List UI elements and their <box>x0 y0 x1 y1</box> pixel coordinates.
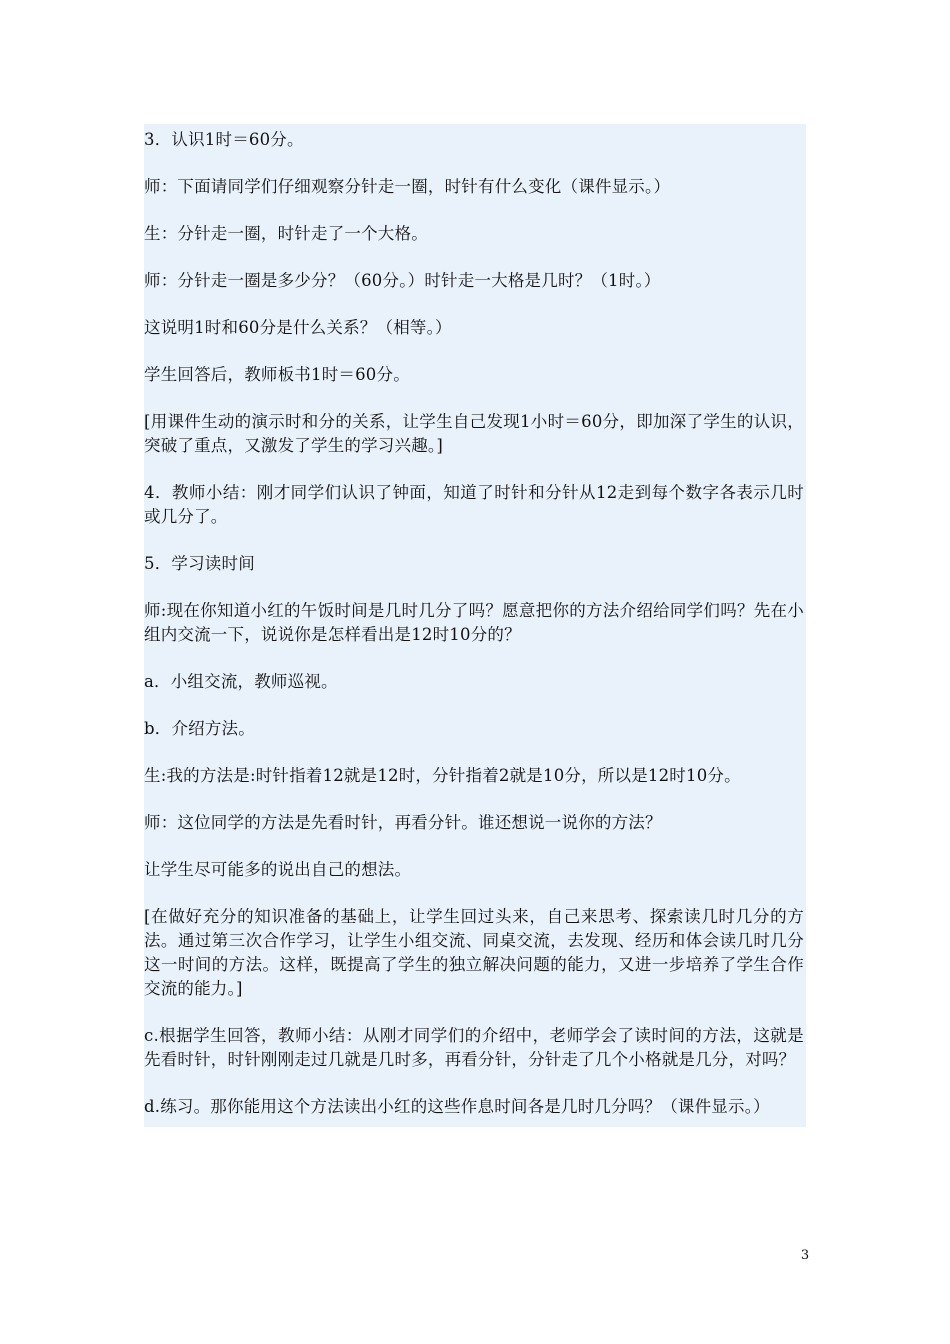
document-body <box>144 124 806 1127</box>
paragraph-step-c: c.根据学生回答，教师小结：从刚才同学们的介绍中，老师学会了读时间的方法，这就是先看时针，时针刚刚走过几就是几时多，再看分针，分针走了几个小格就是几分，对吗？ <box>144 1026 804 1069</box>
paragraph-step-d: d.练习。那你能用这个方法读出小红的这些作息时间各是几时几分吗？（课件显示。） <box>144 1097 770 1116</box>
paragraph-gap <box>144 580 806 595</box>
paragraph-gap <box>144 1076 806 1091</box>
page-number: 3 <box>800 1248 810 1263</box>
paragraph-gap <box>144 1005 806 1020</box>
paragraph-gap <box>144 344 806 359</box>
paragraph-gap <box>144 533 806 548</box>
paragraph-gap <box>144 391 806 406</box>
paragraph-teacher-method-followup: 师：这位同学的方法是先看时针，再看分针。谁还想说一说你的方法？ <box>144 813 662 832</box>
paragraph-gap <box>144 250 806 265</box>
paragraph-step-b: b．介绍方法。 <box>144 719 255 738</box>
paragraph-students-share: 让学生尽可能多的说出自己的想法。 <box>144 860 412 879</box>
paragraph-commentary-1: [用课件生动的演示时和分的关系，让学生自己发现1小时＝60分，即加深了学生的认识，突破了重点，又激发了学生的学习兴趣。] <box>144 412 804 455</box>
paragraph-gap <box>144 297 806 312</box>
paragraph-commentary-2: [在做好充分的知识准备的基础上，让学生回过头来，自己来思考、探索读几时几分的方法。通过第三次合作学习，让学生小组交流、同桌交流，去发现、经历和体会读几时几分这一时间的方法。这样，既提高了学生的独立解决问题的能力，又进一步培养了学生合作交流的能力。] <box>144 907 804 998</box>
paragraph-teacher-question: 师：分针走一圈是多少分？（60分。）时针走一大格是几时？（1时。） <box>144 271 661 290</box>
paragraph-board-writing: 学生回答后，教师板书1时＝60分。 <box>144 365 410 384</box>
paragraph-gap <box>144 792 806 807</box>
paragraph-gap <box>144 745 806 760</box>
paragraph-gap <box>144 698 806 713</box>
paragraph-teacher-lunch-time: 师:现在你知道小红的午饭时间是几时几分了吗？愿意把你的方法介绍给同学们吗？先在小组内交流一下，说说你是怎样看出是12时10分的？ <box>144 601 804 644</box>
paragraph-section-5-heading: 5．学习读时间 <box>144 554 255 573</box>
paragraph-gap <box>144 651 806 666</box>
paragraph-gap <box>144 839 806 854</box>
paragraph-step-a: a．小组交流，教师巡视。 <box>144 672 338 691</box>
paragraph-student-method: 生:我的方法是:时针指着12就是12时，分针指着2就是10分，所以是12时10分。 <box>144 766 741 785</box>
paragraph-teacher-observe: 师：下面请同学们仔细观察分针走一圈，时针有什么变化（课件显示。） <box>144 177 671 196</box>
paragraph-section-3-heading: 3．认识1时＝60分。 <box>144 130 304 149</box>
paragraph-gap <box>144 156 806 171</box>
paragraph-section-4-summary: 4．教师小结：刚才同学们认识了钟面，知道了时针和分针从12走到每个数字各表示几时或几分了。 <box>144 483 804 526</box>
paragraph-gap <box>144 462 806 477</box>
paragraph-gap <box>144 886 806 901</box>
paragraph-relation: 这说明1时和60分是什么关系？（相等。） <box>144 318 452 337</box>
paragraph-gap <box>144 203 806 218</box>
paragraph-student-answer: 生：分针走一圈，时针走了一个大格。 <box>144 224 428 243</box>
